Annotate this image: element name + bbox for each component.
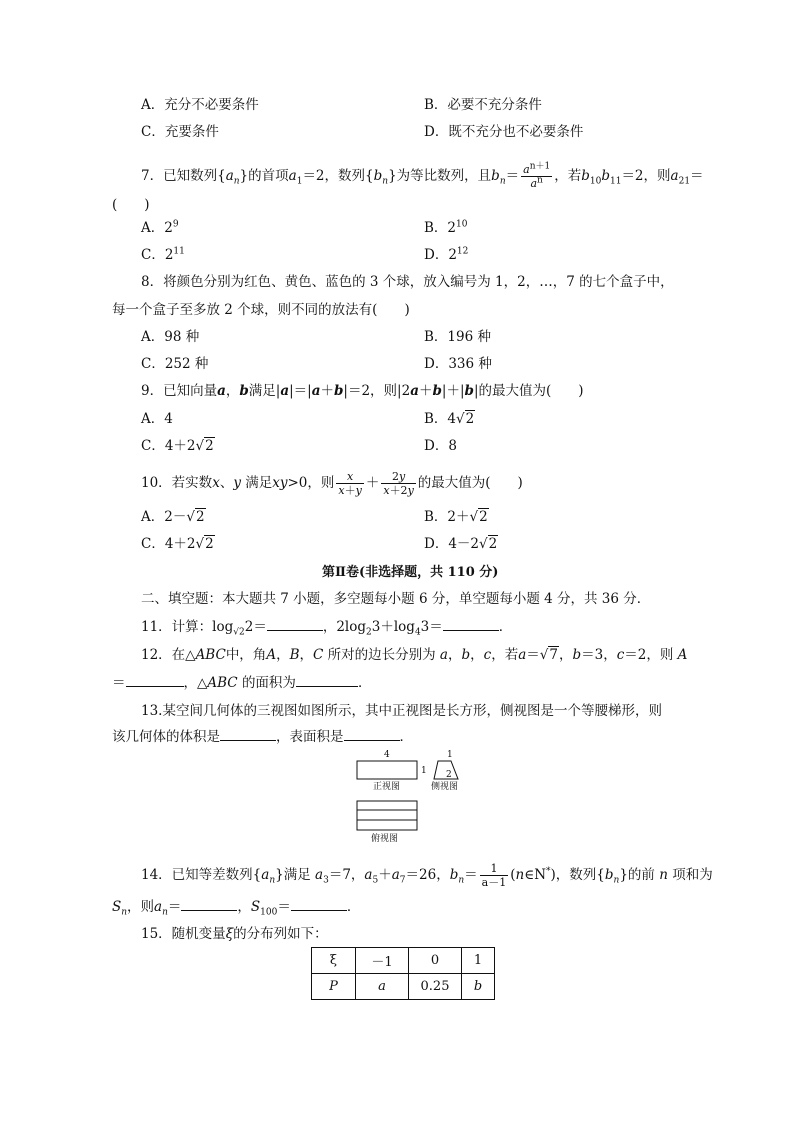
q9-option-d: D．8 [424,438,457,454]
question-13-line2: 该几何体的体积是 ，表面积是 ． [112,729,413,745]
front-view-caption: 正视图 [373,782,401,792]
table-row [312,974,495,1000]
table-cell: b [462,974,495,1000]
side-view-top-label: 1 [447,750,453,760]
question-9-stem: 9．已知向量a，b满足|a|＝|a＋b|＝2，则|2a＋b|＋|b|的最大值为( ) [141,383,584,399]
question-7-stem: 7．已知数列$\{a_n\}$的首项$a_1=2$，数列$\{b_n\}$为等比数列，且$b_n=$ $\frac{a^{n+1}}{a^n}$ ，若$b_{10}b_{11}=2$，则$a_{21}=$ [141,161,704,190]
q8-option-b: B．196 种 [424,329,491,345]
question-15-stem: 15．随机变量ξ的分布列如下： [141,926,328,942]
q7-option-d: D．$2^{12}$ [424,246,469,263]
question-8-line2: 每一个盒子至多放 2 个球，则不同的放法有( ) [112,302,410,318]
q7-option-a: A．$2^9$ [141,219,179,236]
table-cell: 0 [409,948,462,974]
q10-option-c: C．4＋2√2 [141,536,214,552]
table-row [312,948,495,974]
q6-option-c: C．充要条件 [141,124,219,140]
table-cell: －1 [356,948,409,974]
q7-fraction: $\frac{a^{n+1}}{a^n}$ [523,161,551,190]
table-cell: P [312,974,356,1000]
question-11: 11．计算：$\log_{√2}2=$ ，$2\log_23+\log_43=$ ． [141,619,513,638]
section-2-title: 第Ⅱ卷(非选择题，共 110 分) [322,565,499,580]
table-cell: 0.25 [409,974,462,1000]
q10-option-d: D．4－2√2 [424,536,498,552]
front-view-width-label: 4 [384,750,390,760]
question-14-line1: 14．已知等差数列$\{a_n\}$满足 $a_3=7$，$a_5+a_7=26$，$b_n=$ $\frac{1}{a-1}$ (n∈N*)，数列$\{b_n\}$的前 n 项和为 [141,862,713,889]
q6-option-d: D．既不充分也不必要条件 [424,124,584,140]
table-cell: ξ [312,948,356,974]
q7-option-b: B．$2^{10}$ [424,219,468,236]
top-view-caption: 俯视图 [371,834,399,844]
q6-option-a: A．充分不必要条件 [141,97,259,113]
q8-option-c: C．252 种 [141,356,209,372]
question-12-line1: 12．在△ABC中，角A，B，C 所对的边长分别为 a，b，c，若a＝√7，b＝3，c＝2，则 A [141,647,688,663]
distribution-table [311,947,495,1000]
question-8-line1: 8．将颜色分别为红色、黄色、蓝色的 3 个球，放入编号为 1，2，…，7 的七个盒子中， [141,274,674,290]
side-view-caption: 侧视图 [431,782,459,792]
q6-option-b: B．必要不充分条件 [424,97,542,113]
top-view-rect [357,801,417,830]
question-10-stem: 10．若实数x、y 满足xy>0，则 $\frac{x}{x+y}$ ＋ $\frac{2y}{x+2y}$ 的最大值为( ) [141,470,523,497]
table-cell: 1 [462,948,495,974]
q8-option-a: A．98 种 [141,329,200,345]
question-13-line1: 13.某空间几何体的三视图如图所示，其中正视图是长方形，侧视图是一个等腰梯形，则 [141,703,662,719]
q8-option-d: D．336 种 [424,356,492,372]
question-12-line2: ＝ ，△ABC 的面积为 ． [112,675,372,691]
front-view-height-label: 1 [421,766,427,776]
q9-option-c: C．4＋2√2 [141,438,214,454]
q10-option-b: B．2＋√2 [424,509,488,525]
q10-option-a: A．2－√2 [141,509,205,525]
q9-option-b: B．4√2 [424,411,475,427]
front-view-rect [357,761,417,779]
q9-option-a: A．4 [141,411,173,427]
question-14-line2: $S_n$，则$a_n=$ ，$S_{100}=$ ． [112,899,361,918]
q7-option-c: C．$2^{11}$ [141,246,185,263]
fill-in-header: 二、填空题：本大题共 7 小题，多空题每小题 6 分，单空题每小题 4 分，共 36 分． [141,591,651,607]
q7-answer-paren: ( ) [112,197,150,213]
side-view-bottom-label: 2 [446,770,452,780]
three-view-figure [350,748,470,848]
table-cell: a [356,974,409,1000]
